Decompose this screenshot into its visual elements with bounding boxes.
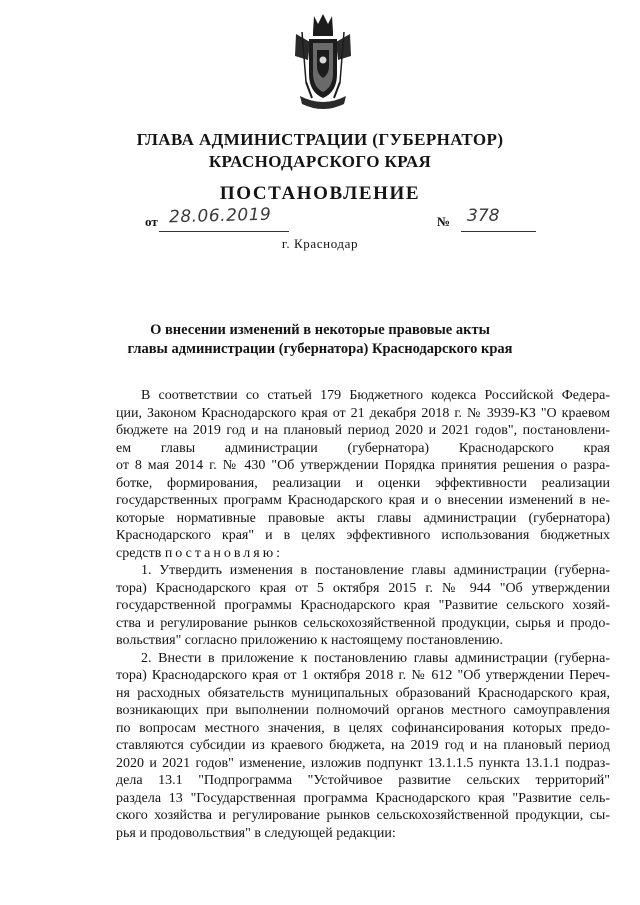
agency-name-line2: КРАСНОДАРСКОГО КРАЯ: [208, 152, 432, 171]
text-line: ции, Законом Краснодарского края от 21 декабря 2018 г. № 3939-КЗ "О краевом: [116, 405, 610, 421]
text-line: ства и регулирование рынков сельскохозяйственной продукции, сырья и продо-: [116, 615, 610, 631]
number-underline: [461, 231, 536, 232]
text-line: В соответствии со статьей 179 Бюджетного кодекса Российской Федера-: [141, 388, 610, 403]
city-line: г. Краснодар: [281, 236, 359, 251]
decree-word: постановляю:: [164, 545, 284, 561]
item-2-paragraph: [116, 650, 610, 843]
text-line: государственных программ Краснодарского края и о внесении изменений в не-: [116, 493, 610, 508]
coat-of-arms-icon: [292, 12, 354, 114]
date-label: от: [145, 214, 158, 229]
item-1-paragraph: [116, 562, 610, 650]
text-line: от 8 мая 2014 г. № 430 "Об утверждении Порядка принятия решения о разра-: [116, 458, 610, 473]
text-line: [116, 545, 610, 563]
text-line: рья и продовольствия" в следующей редакции:: [116, 825, 396, 841]
text-line: ем главы администрации (губернатора) Краснодарского края: [116, 440, 610, 456]
document-title-line1: О внесении изменений в некоторые правовые акты: [150, 322, 490, 338]
text-line: 1. Утвердить изменения в постановление главы администрации (губерна-: [141, 563, 610, 578]
preamble-paragraph: [116, 387, 610, 562]
text-line: тора) Краснодарского края от 1 октября 2018 г. № 612 "Об утверждении Переч-: [116, 668, 610, 683]
text-line: 2020 и 2021 годов" изменение, изложив подпункт 13.1.1.5 пункта 13.1.1 подраз-: [116, 755, 610, 771]
text-line: ня расходных обязательств муниципальных образований Краснодарского края,: [116, 685, 610, 701]
handwritten-date: 28.06.2019: [168, 204, 272, 228]
text-line: 2. Внести в приложение к постановлению главы администрации (губерна-: [141, 650, 610, 666]
date-number-row: [145, 206, 545, 234]
text-line: дела 13.1 "Подпрограмма "Устойчивое развитие сельских территорий": [116, 773, 610, 788]
document-body: [116, 387, 610, 842]
text-line: ского хозяйства и регулирование рынков сельскохозяйственной продукции, сы-: [116, 808, 610, 823]
text-line: бюджете на 2019 год и на плановый период 2020 и 2021 годов", постановлени-: [116, 423, 610, 438]
document-type-heading: ПОСТАНОВЛЕНИЕ: [219, 183, 421, 204]
text-line: ставляются субсидии из краевого бюджета, на 2019 год и на плановый период: [116, 738, 610, 753]
text-line: которые нормативные правовые акты главы администрации (губернатора): [116, 510, 610, 526]
text-line: по вопросам местного значения, в целях софинансирования которых предо-: [116, 720, 610, 736]
text-line: ботке, формирования, реализации и оценки эффективности реализации: [116, 475, 610, 491]
text-line: тора) Краснодарского края от 5 октября 2015 г. № 944 "Об утверждении: [116, 580, 610, 596]
handwritten-number: 378: [467, 206, 500, 226]
text-line: вольствия" согласно приложению к настоящему постановлению.: [116, 633, 504, 648]
text-line: возникающих при выполнении полномочий органов местного самоуправления: [116, 703, 610, 718]
preamble-end: средств: [116, 545, 162, 561]
document-title-line2: главы администрации (губернатора) Краснодарского края: [127, 341, 513, 357]
agency-name-line1: ГЛАВА АДМИНИСТРАЦИИ (ГУБЕРНАТОР): [136, 130, 504, 149]
text-line: раздела 13 "Государственная программа Краснодарского края "Развитие сель-: [116, 790, 610, 806]
text-line: государственной программы Краснодарского края "Развитие сельского хозяй-: [116, 598, 610, 613]
text-line: Краснодарского края" и в целях эффективного использования бюджетных: [116, 528, 610, 543]
number-label: №: [437, 214, 451, 229]
date-underline: [159, 231, 289, 232]
